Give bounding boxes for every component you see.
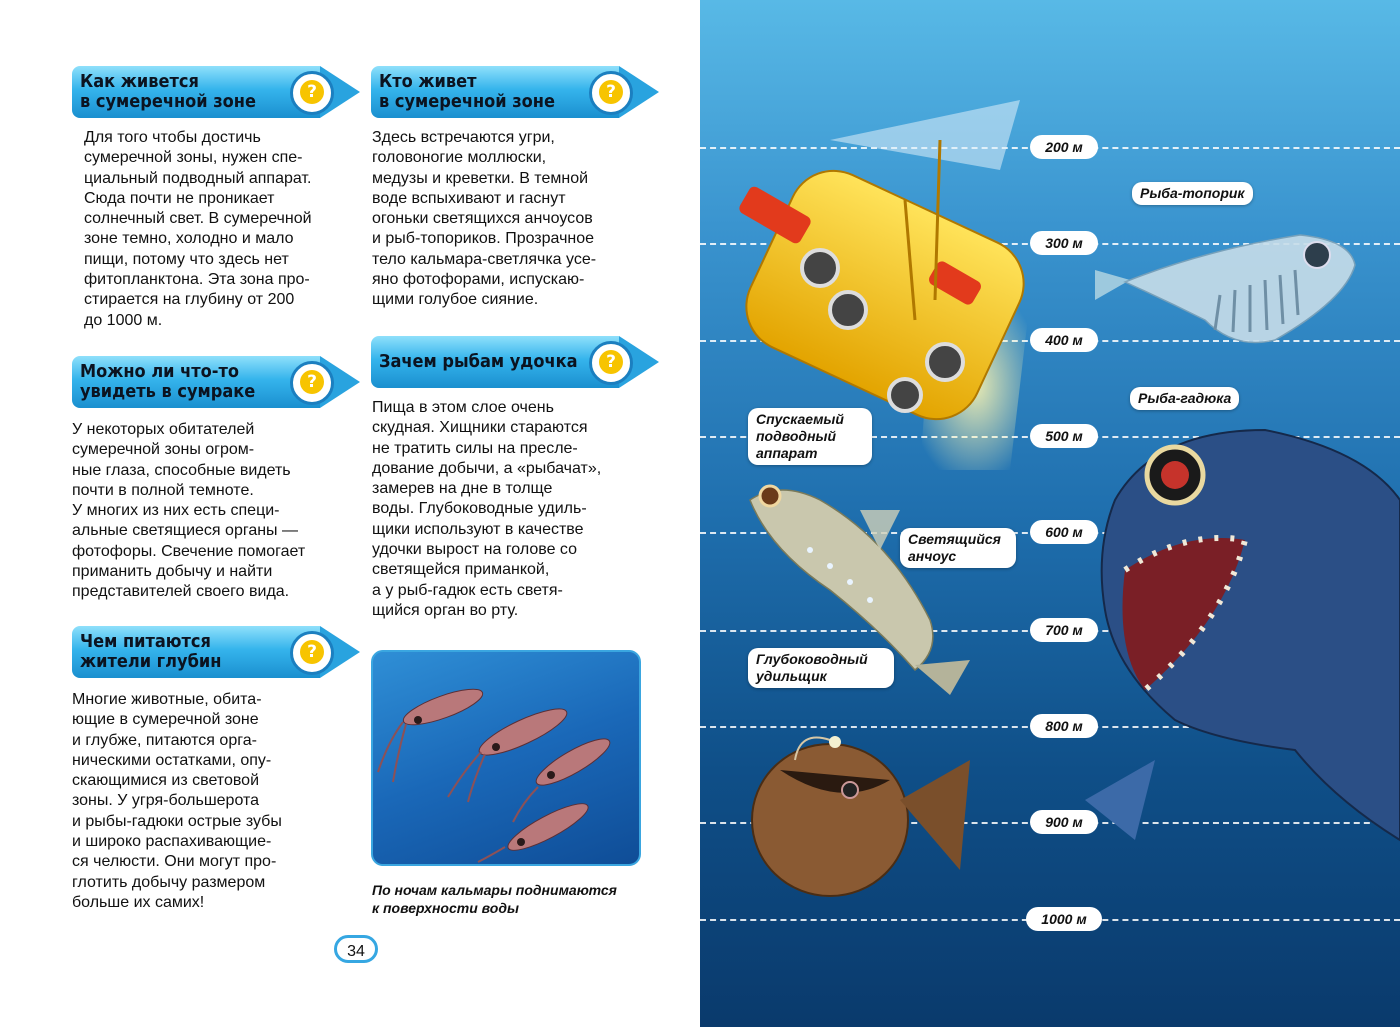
section-header-who-lives — [371, 66, 659, 118]
photo-caption: По ночам кальмары поднимаются к поверхности воды — [372, 882, 617, 916]
section-title: Как живется в сумеречной зоне — [80, 71, 256, 112]
depth-label: 400 м — [1030, 328, 1098, 352]
section-header-twilight-life — [72, 66, 360, 118]
viperfish-icon — [1095, 420, 1400, 900]
depth-label: 1000 м — [1026, 907, 1102, 931]
hatchetfish-icon — [1085, 220, 1375, 360]
page-number: 34 — [334, 935, 378, 963]
label-submersible: Спускаемый подводный аппарат — [748, 408, 872, 465]
depth-label: 200 м — [1030, 135, 1098, 159]
right-page — [700, 0, 1400, 1027]
section-text: Для того чтобы достичь сумеречной зоны, нужен спе- циальный подводный аппарат. Сюда почти не проникает солнечный свет. В сумеречной зоне темно, холодно и мало пищи, потому что здесь нет фитопланктона. Эта зона про- стирается на глубину от 200 до 1000 м. — [84, 129, 312, 329]
section-text: У некоторых обитателей сумеречной зоны огром- ные глаза, способные видеть почти в полной темноте. У многих из них есть специ- альные светящиеся органы — фотофоры. Свечение помогает приманить добычу и найти представителей своего вида. — [72, 421, 306, 601]
label-anglerfish: Глубоководный удильщик — [748, 648, 894, 688]
section-text: Здесь встречаются угри, головоногие моллюски, медузы и креветки. В темной воде вспыхивают и гаснут огоньки светящихся анчоусов и рыб-топориков. Прозрачное тело кальмара-светлячка усе- яно фотофорами, испускаю- щими голубое сияние. — [372, 129, 597, 309]
section-text: Пища в этом слое очень скудная. Хищники стараются не тратить силы на пресле- дование добычи, а «рыбачат», замерев на дне в толще воды. Глубоководные удиль- щики используют в качестве удочки вырост на голове со светящейся приманкой, а у рыб-гадюк есть светя- щийся орган во рту. — [372, 399, 602, 619]
section-header-fishing-rod — [371, 336, 659, 388]
label-anchovy: Светящийся анчоус — [900, 528, 1016, 568]
label-viperfish: Рыба-гадюка — [1130, 387, 1239, 410]
question-icon: ? — [589, 341, 633, 385]
question-icon: ? — [589, 71, 633, 115]
depth-label: 500 м — [1030, 424, 1098, 448]
depth-label: 700 м — [1030, 618, 1098, 642]
section-text: Многие животные, обита- ющие в сумеречной зоне и глубже, питаются орга- ническими остатками, опу- скающимися из световой зоны. У угря-большерота и рыбы-гадюки острые зубы и широко распахивающие- ся челюсти. Они могут про- глотить добычу размером больше их самих! — [72, 691, 282, 911]
question-icon: ? — [290, 361, 334, 405]
section-header-what-they-eat — [72, 626, 360, 678]
label-hatchetfish: Рыба-топорик — [1132, 182, 1253, 205]
depth-label: 300 м — [1030, 231, 1098, 255]
question-icon: ? — [290, 631, 334, 675]
section-title: Зачем рыбам удочка — [379, 351, 578, 372]
section-header-see-in-dark — [72, 356, 360, 408]
question-icon: ? — [290, 71, 334, 115]
depth-label: 800 м — [1030, 714, 1098, 738]
section-title: Кто живет в сумеречной зоне — [379, 71, 555, 112]
depth-label: 900 м — [1030, 810, 1098, 834]
squid-icon — [373, 652, 639, 864]
section-title: Можно ли что-то увидеть в сумраке — [80, 361, 256, 402]
section-title: Чем питаются жители глубин — [80, 631, 222, 672]
anglerfish-icon — [740, 720, 980, 900]
squid-illustration — [371, 650, 641, 866]
depth-label: 600 м — [1030, 520, 1098, 544]
